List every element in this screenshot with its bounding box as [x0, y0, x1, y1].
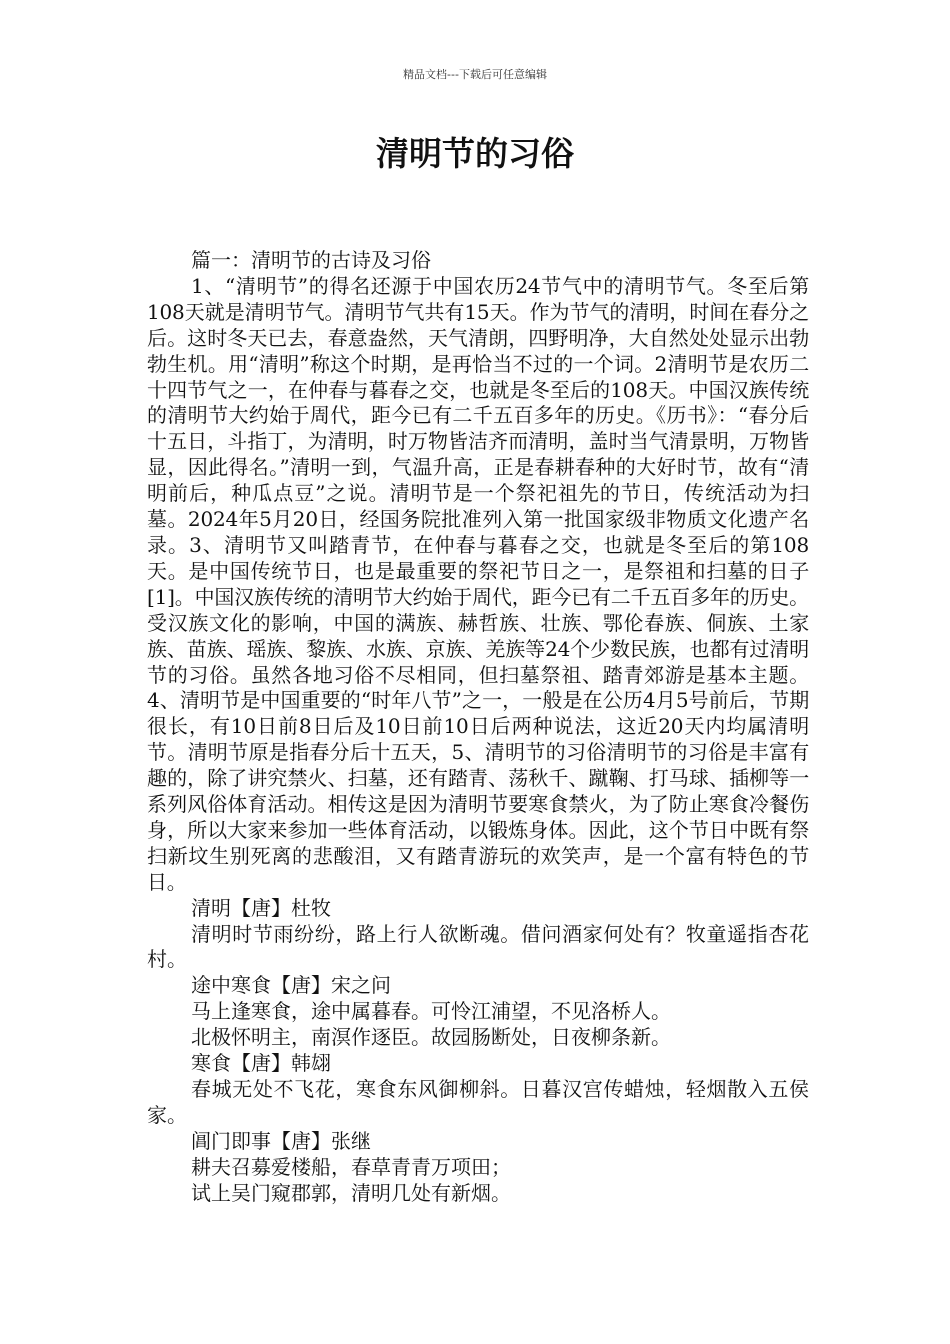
poem-line: 清明时节雨纷纷，路上行人欲断魂。借问酒家何处有？牧童遥指杏花村。: [147, 921, 809, 972]
poem: [147, 1129, 809, 1207]
main-paragraph: 1、“清明节”的得名还源于中国农历24节气中的清明节气。冬至后第108天就是清明节气。清明节气共有15天。作为节气的清明，时间在春分之后。这时冬天已去，春意盎然，天气清朗，四野明净，大自然处处显示出勃勃生机。用“清明”称这个时期，是再恰当不过的一个词。2清明节是农历二十四节气之一，在仲春与暮春之交，也就是冬至后的108天。中国汉族传统的清明节大约始于周代，距今已有二千五百多年的历史。《历书》：“春分后十五日，斗指丁，为清明，时万物皆洁齐而清明，盖时当气清景明，万物皆显，因此得名。”清明一到，气温升高，正是春耕春种的大好时节，故有“清明前后，种瓜点豆”之说。清明节是一个祭祀祖先的节日，传统活动为扫墓。2024年5月20日，经国务院批准列入第一批国家级非物质文化遗产名录。3、清明节又叫踏青节，在仲春与暮春之交，也就是冬至后的第108天。是中国传统节日，也是最重要的祭祀节日之一，是祭祖和扫墓的日子[1]。中国汉族传统的清明节大约始于周代，距今已有二千五百多年的历史。受汉族文化的影响，中国的满族、赫哲族、壮族、鄂伦春族、侗族、土家族、苗族、瑶族、黎族、水族、京族、羌族等24个少数民族，也都有过清明节的习俗。虽然各地习俗不尽相同，但扫墓祭祖、踏青郊游是基本主题。4、清明节是中国重要的“时年八节”之一，一般是在公历4月5号前后，节期很长，有10日前8日后及10日前10日后两种说法，这近20天内均属清明节。清明节原是指春分后十五天，5、清明节的习俗清明节的习俗是丰富有趣的，除了讲究禁火、扫墓，还有踏青、荡秋千、蹴鞠、打马球、插柳等一系列风俗体育活动。相传这是因为清明节要寒食禁火，为了防止寒食冷餐伤身，所以大家来参加一些体育活动，以锻炼身体。因此，这个节日中既有祭扫新坟生别死离的悲酸泪，又有踏青游玩的欢笑声，是一个富有特色的节日。: [147, 273, 809, 894]
poem-line: 北极怀明主，南溟作逐臣。故园肠断处，日夜柳条新。: [191, 1025, 671, 1050]
poem-line: 试上吴门窥郡郭，清明几处有新烟。: [191, 1180, 511, 1205]
poem-heading: 阊门即事【唐】张继: [191, 1128, 371, 1153]
poem-heading: 途中寒食【唐】宋之问: [191, 973, 391, 998]
poem-heading: 寒食【唐】韩翃: [191, 1051, 331, 1076]
poem-heading: 清明【唐】杜牧: [191, 895, 331, 920]
document-title: 清明节的习俗: [376, 134, 574, 173]
page-header: 精品文档---下载后可任意编辑: [403, 68, 547, 81]
poem: [147, 973, 809, 1051]
poem-line: 春城无处不飞花，寒食东风御柳斜。日暮汉宫传蜡烛，轻烟散入五侯家。: [147, 1077, 809, 1127]
poem-line: 耕夫召募爱楼船，春草青青万项田；: [191, 1154, 511, 1179]
poem-line: 马上逢寒食，途中属暮春。可怜江浦望，不见洛桥人。: [191, 999, 671, 1024]
document-body: [147, 248, 809, 1207]
section-heading: 篇一：清明节的古诗及习俗: [191, 248, 431, 272]
poem: [147, 1051, 809, 1129]
poem: [147, 896, 809, 974]
